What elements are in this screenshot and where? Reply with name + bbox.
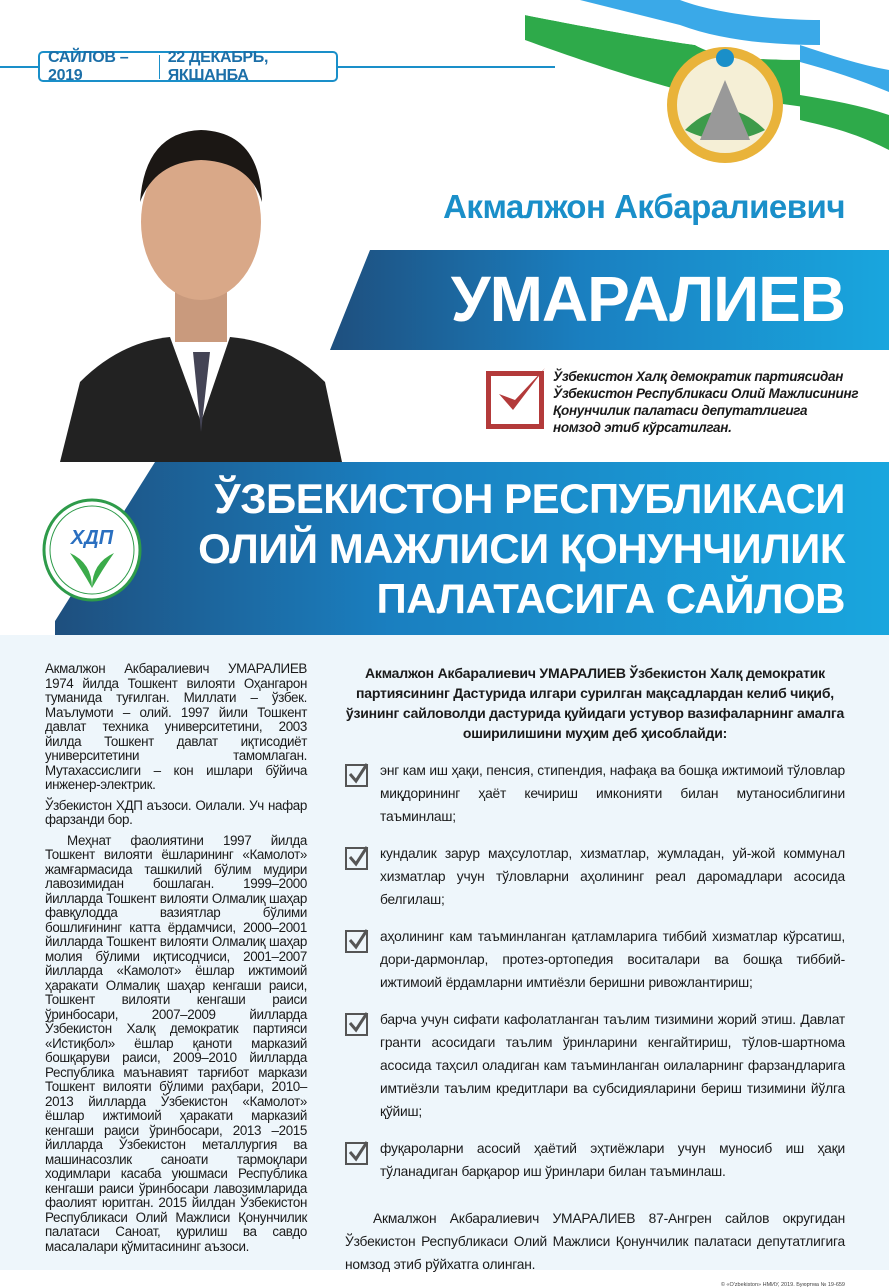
- bio-paragraph: Ўзбекистон ХДП аъзоси. Оилали. Уч нафар фарзанди бор.: [45, 797, 307, 827]
- nomination-line: Ўзбекистон Халқ демократик партиясидан: [553, 369, 844, 384]
- checkbox-checked-icon: [345, 930, 368, 953]
- program-item: [345, 1008, 845, 1123]
- party-logo: [42, 498, 142, 602]
- program-column: [345, 663, 845, 1288]
- program-intro: Акмалжон Акбаралиевич УМАРАЛИЕВ Ўзбекистон Халқ демократик партиясининг Дастурида илгари сурилган мақсадлардан келиб чиқиб, ўзининг сайловолди дастурида қуйидаги устувор вазифаларнинг амалга оширилишини муҳим деб ҳисоблайди:: [345, 665, 845, 741]
- ballot-check-icon: [486, 371, 544, 429]
- candidate-photo: [60, 92, 342, 462]
- program-item: [345, 842, 845, 911]
- party-logo-text: ХДП: [70, 527, 114, 549]
- program-item-text: фуқароларни асосий ҳаётий эҳтиёжлари учун муносиб иш ҳақи тўланадиган барқарор иш ўринлари билан таъминлаш.: [380, 1141, 845, 1179]
- program-item-text: аҳолининг кам таъминланган қатламларига тиббий хизматлар кўрсатиш, дори-дармонлар, протез-ортопедия воситалари ва бошқа тиббий-ижтимоий ёрдамларни имтиёзли беришни ривожлантириш;: [380, 929, 845, 990]
- header-rule-left: [0, 66, 38, 68]
- flag-and-state-emblem: [520, 0, 889, 175]
- program-item: [345, 925, 845, 994]
- election-title: [198, 474, 845, 624]
- registration-statement: Акмалжон Акбаралиевич УМАРАЛИЕВ 87-Ангрен сайлов округидан Ўзбекистон Республикаси Олий Мажлиси Қонунчилик палатаси депутатлигига номзод этиб рўйхатга олинган.: [345, 1211, 845, 1272]
- election-date: 22 ДЕКАБРЬ, ЯКШАНБА: [167, 48, 269, 84]
- program-item-text: энг кам иш ҳақи, пенсия, стипендия, нафақа ва бошқа ижтимоий тўловлар миқдорининг ҳаёт кечириш имконияти билан мутаносиблигини таъминлаш;: [380, 763, 845, 824]
- title-line: ПАЛАТАСИГА САЙЛОВ: [376, 575, 845, 622]
- candidate-first-names: Акмалжон Акбаралиевич: [443, 188, 845, 225]
- nomination-line: номзод этиб кўрсатилган.: [553, 420, 732, 435]
- checkbox-checked-icon: [345, 1013, 368, 1036]
- candidate-biography: [45, 662, 307, 1260]
- program-item: [345, 759, 845, 828]
- candidate-surname: УМАРАЛИЕВ: [450, 263, 845, 335]
- program-item-text: барча учун сифати кафолатланган таълим тизимини жорий этиш. Давлат гранти асосидаги таълим ўринларини кенгайтириш, тўлов-шартнома асосида таҳсил оладиган кам таъминланган оилаларнинг фарзандларига имтиёзли таълим кредитлари ва субсидияларини бериш тизимини йўлга қўйиш;: [380, 1012, 845, 1119]
- checkbox-checked-icon: [345, 1142, 368, 1165]
- election-date-badge: [38, 48, 338, 84]
- nomination-statement: [553, 368, 883, 436]
- program-list: [345, 759, 845, 1197]
- checkbox-checked-icon: [345, 764, 368, 787]
- program-item-text: кундалик зарур маҳсулотлар, хизматлар, жумладан, уй-жой коммунал хизматлар учун тўловларни аҳолининг реал даромадлари асосида белгилаш;: [380, 846, 845, 907]
- election-label: САЙЛОВ – 2019: [48, 48, 129, 84]
- nomination-line: Қонунчилик палатаси депутатлигига: [553, 403, 808, 418]
- program-item: [345, 1137, 845, 1183]
- publisher-imprint: © «O'zbekiston» НМИУ, 2019. Буюртма № 19-659: [720, 1282, 845, 1288]
- nomination-line: Ўзбекистон Республикаси Олий Мажлисининг: [553, 386, 859, 401]
- title-line: ОЛИЙ МАЖЛИСИ ҚОНУНЧИЛИК: [198, 525, 845, 572]
- bio-paragraph: Меҳнат фаолиятини 1997 йилда Тошкент вилояти ёшларининг «Камолот» жамғармасида ташкилий бўлим мудири лавозимидан бошлаган. 1999–2000 йилларда Тошкент вилояти Олмалиқ шаҳар фавқулодда вазиятлар бўлими бошлиғининг катта ёрдамчиси, 2000–2001 йилларда Тошкент вилояти Олмалиқ шаҳар молия бўлими иқтисодчиси, 2001–2007 йилларда «Камолот» ёшлар ижтимоий ҳаракати Олмалиқ шаҳар кенгаши раиси, Тошкент вилояти кенгаши раиси ўринбосари, 2007–2009 йилларда Ўзбекистон Халқ демократик партияси «Истиқбол» ёшлар қаноти марказий бошқаруви раиси, 2009–2010 йилларда Республика маънавият тарғибот маркази Тошкент вилояти бўлими раҳбари, 2010–2013 йилларда Ўзбекистон «Камолот» ёшлар ижтимоий ҳаракати марказий кенгаши раиси ўринбосари, 2013 –2015 йилларда Ўзбекистон металлургия ва машинасозлик саноати тармоқлари ходимлари касаба уюшмаси Республика кенгаши раиси ўринбосари лавозимларида фаолият юритган. 2015 йилдан Ўзбекистон Республикаси Олий Мажлиси Қонунчилик палатаси Саноат, қурилиш ва савдо масалалари қўмитасининг аъзоси.: [45, 832, 307, 1254]
- checkbox-checked-icon: [345, 847, 368, 870]
- bio-paragraph: Акмалжон Акбаралиевич УМАРАЛИЕВ 1974 йилда Тошкент вилояти Оҳангарон туманида туғилган. Миллати – ўзбек. Маълумоти – олий. 1997 йили Тошкент давлат техника университетини, 2003 йилда Тошкент давлат иқтисодиёт университетини тамомлаган. Мутахассислиги – кон ишлари бўйича инженер-электрик.: [45, 661, 307, 792]
- title-line: ЎЗБЕКИСТОН РЕСПУБЛИКАСИ: [214, 475, 845, 522]
